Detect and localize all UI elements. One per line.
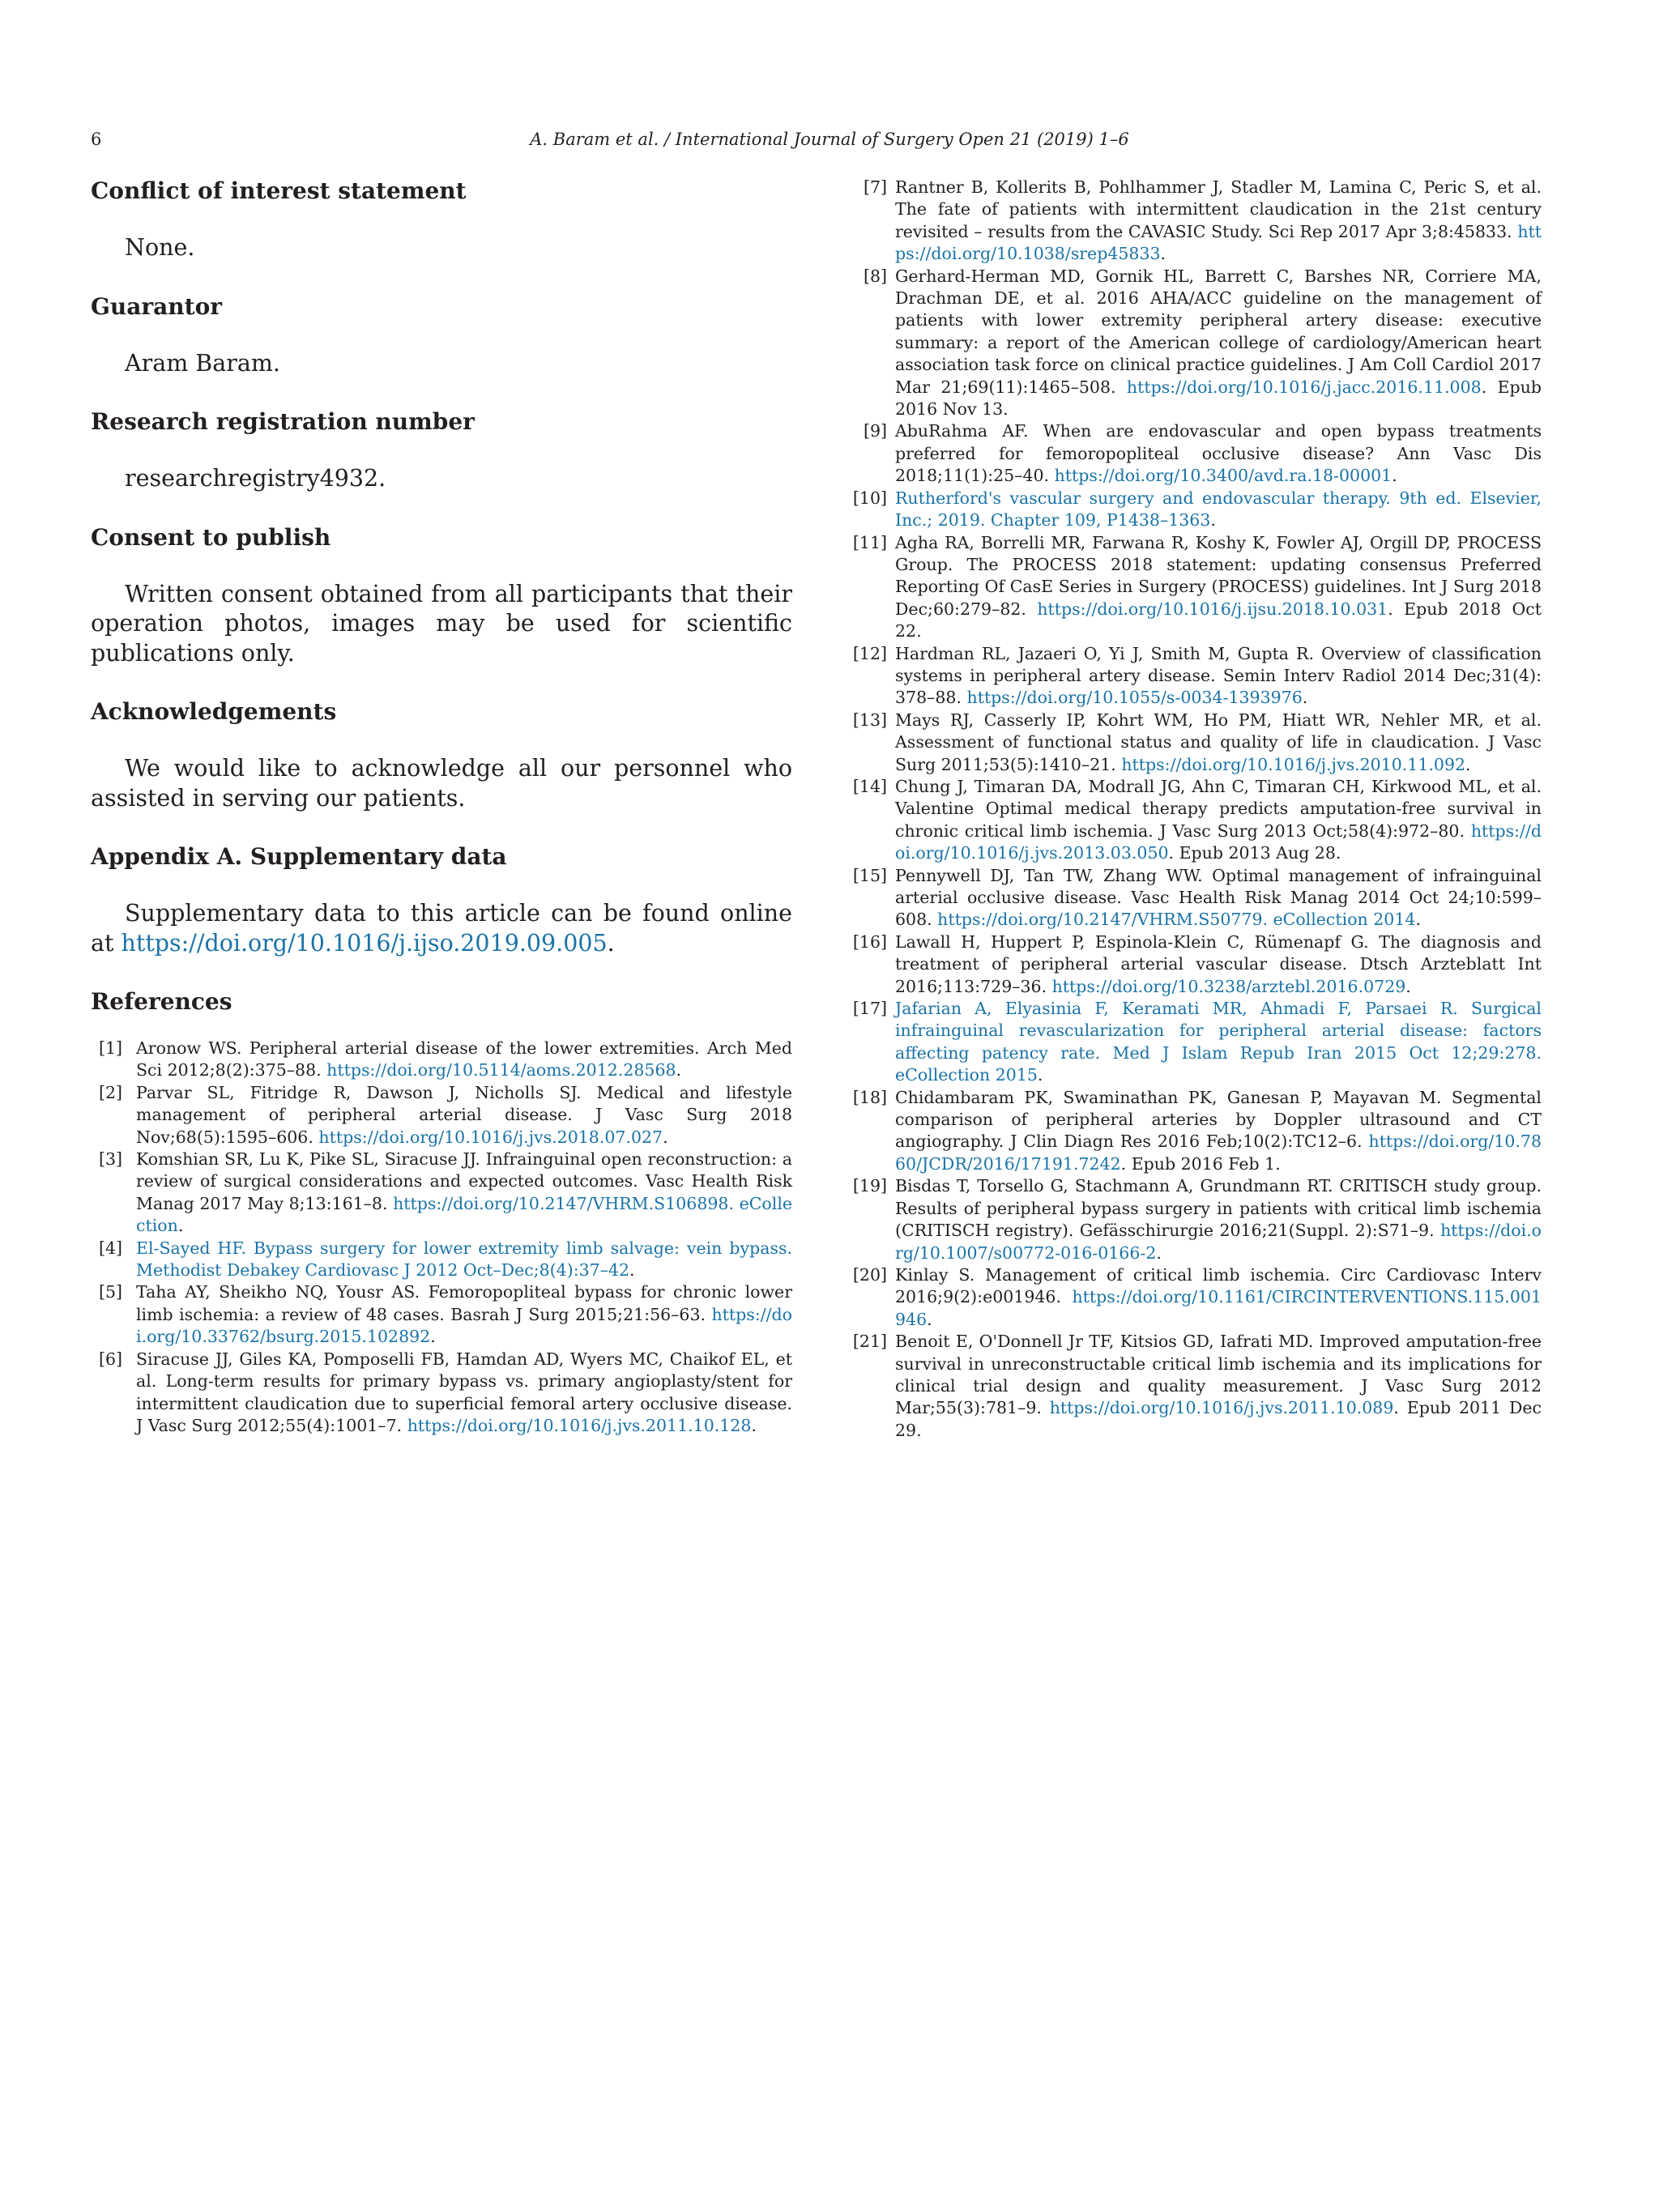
reference-doi-link[interactable]: https://doi.org/10.1007/s00772-016-0166-2 [895, 1221, 1542, 1263]
reference-number: [6] [99, 1349, 123, 1369]
reference-text [136, 1281, 792, 1348]
reference-list-left [91, 1038, 792, 1437]
left-column [91, 177, 792, 1437]
reference-doi-link[interactable]: https://doi.org/10.1016/j.ijsu.2018.10.031 [1037, 599, 1388, 619]
reference-number: [10] [852, 488, 887, 508]
reference-citation: Bisdas T, Torsello G, Stachmann A, Grundmann RT. CRITISCH study group. Results of peripheral bypass surgery in patients with critical limb ischemia (CRITISCH registry). Gefässchirurgie 2016;21(Suppl. 2):S71–9. [895, 1176, 1542, 1241]
reference-doi-link[interactable]: https://doi.org/10.1016/j.jvs.2018.07.027 [318, 1127, 663, 1147]
reference-item [851, 1264, 1542, 1331]
reference-suffix: . [1392, 466, 1397, 486]
reference-number: [13] [852, 710, 887, 730]
reference-item [851, 420, 1542, 487]
reference-citation: Siracuse JJ, Giles KA, Pomposelli FB, Hamdan AD, Wyers MC, Chaikof EL, et al. Long-term results for primary bypass vs. primary angioplasty/stent for intermittent claudication due to superficial femoral artery occlusive disease. J Vasc Surg 2012;55(4):1001–7. [136, 1349, 792, 1435]
reference-doi-link[interactable]: https://doi.org/10.3238/arztebl.2016.0729 [1051, 976, 1406, 996]
appendix-tail: . [607, 929, 615, 957]
reference-citation: Gerhard-Herman MD, Gornik HL, Barrett C, Barshes NR, Corriere MA, Drachman DE, et al. 2016 AHA/ACC guideline on the management of patients with lower extremity peripheral artery disease: executive summary: a report of the American college of cardiology/American heart association task force on clinical practice guidelines. J Am Coll Cardiol 2017 Mar 21;69(11):1465–508. [895, 266, 1542, 397]
reference-citation: Chidambaram PK, Swaminathan PK, Ganesan P, Mayavan M. Segmental comparison of peripheral arteries by Doppler ultrasound and CT angiography. J Clin Diagn Res 2016 Feb;10(2):TC12–6. [895, 1087, 1542, 1152]
reference-doi-link[interactable]: https://doi.org/10.1038/srep45833 [895, 221, 1542, 264]
reference-doi-link[interactable]: https://doi.org/10.7860/JCDR/2016/17191.7242 [895, 1132, 1542, 1174]
reference-item [91, 1038, 792, 1082]
reference-text [136, 1149, 792, 1238]
reference-suffix: . [1156, 1242, 1162, 1263]
reference-citation: Pennywell DJ, Tan TW, Zhang WW. Optimal management of infrainguinal arterial occlusive disease. Vasc Health Risk Manag 2014 Oct 24;10:599–608. [895, 865, 1542, 930]
reference-text [136, 1038, 792, 1082]
reference-number: [4] [99, 1238, 123, 1258]
reference-suffix: . Epub 2011 Dec 29. [895, 1398, 1542, 1440]
reference-text [895, 488, 1542, 532]
reference-number: [3] [99, 1149, 123, 1170]
reference-doi-link[interactable]: https://doi.org/10.1016/j.jvs.2013.03.050 [895, 820, 1542, 863]
reference-item [851, 998, 1542, 1087]
right-column [851, 177, 1542, 1442]
section-body-acknowledgements: We would like to acknowledge all our personnel who assisted in serving our patients. [91, 755, 792, 812]
reference-text [895, 532, 1542, 643]
reference-citation: Komshian SR, Lu K, Pike SL, Siracuse JJ. Infrainguinal open reconstruction: a review of surgical considerations and expected outcomes. Vasc Health Risk Manag 2017 May 8;13:161–8. [136, 1149, 792, 1213]
reference-text [895, 931, 1542, 998]
reference-number: [18] [852, 1087, 887, 1107]
reference-text [895, 643, 1542, 710]
reference-doi-link[interactable]: https://doi.org/10.1016/j.jvs.2010.11.092 [1121, 754, 1466, 774]
reference-citation: Kinlay S. Management of critical limb ischemia. Circ Cardiovasc Interv 2016;9(2):e001946. [895, 1264, 1542, 1307]
reference-doi-link[interactable]: https://doi.org/10.2147/VHRM.S50779. eCollection 2014 [937, 910, 1416, 930]
reference-suffix: . Epub 2016 Nov 13. [895, 377, 1542, 420]
reference-item [851, 931, 1542, 998]
reference-suffix: . [1465, 754, 1471, 774]
reference-number: [15] [852, 865, 887, 885]
reference-text [895, 266, 1542, 421]
reference-citation: Agha RA, Borrelli MR, Farwana R, Koshy K, Fowler AJ, Orgill DP, PROCESS Group. The PROCESS 2018 statement: updating consensus Preferred Reporting Of CasE Series in Surgery (PROCESS) guidelines. Int J Surg 2018 Dec;60:279–82. [895, 532, 1542, 619]
section-body-appendix [91, 899, 792, 958]
reference-text [136, 1349, 792, 1438]
reference-doi-link[interactable]: https://doi.org/10.1016/j.jvs.2011.10.089 [1049, 1398, 1394, 1418]
reference-text [895, 998, 1542, 1087]
reference-item [851, 776, 1542, 865]
reference-citation: Mays RJ, Casserly IP, Kohrt WM, Ho PM, Hiatt WR, Nehler MR, et al. Assessment of functional status and quality of life in claudication. J Vasc Surg 2011;53(5):1410–21. [895, 710, 1542, 774]
reference-citation: Benoit E, O'Donnell Jr TF, Kitsios GD, Iafrati MD. Improved amputation-free survival in unreconstructable critical limb ischemia and its implications for clinical trial design and quality measurement. J Vasc Surg 2012 Mar;55(3):781–9. [895, 1332, 1542, 1418]
reference-item [851, 1331, 1542, 1442]
reference-number: [20] [852, 1264, 887, 1285]
section-heading-acknowledgements: Acknowledgements [91, 698, 337, 725]
section-heading-consent: Consent to publish [91, 523, 331, 551]
reference-suffix: . [629, 1260, 635, 1281]
reference-suffix: . [1210, 510, 1216, 531]
reference-citation: Lawall H, Huppert P, Espinola-Klein C, Rümenapf G. The diagnosis and treatment of peripheral arterial vascular disease. Dtsch Arzteblatt Int 2016;113:729–36. [895, 931, 1542, 996]
reference-suffix: . [1160, 244, 1166, 264]
reference-suffix: . Epub 2013 Aug 28. [1168, 843, 1341, 863]
reference-number: [16] [852, 931, 887, 952]
reference-text [895, 776, 1542, 865]
reference-number: [14] [852, 776, 887, 796]
reference-number: [8] [863, 266, 887, 286]
section-body-guarantor: Aram Baram. [125, 349, 280, 377]
reference-text [895, 1175, 1542, 1264]
section-heading-conflict: Conflict of interest statement [91, 177, 467, 204]
reference-citation: Parvar SL, Fitridge R, Dawson J, Nicholls SJ. Medical and lifestyle management of peripheral arterial disease. J Vasc Surg 2018 Nov;68(5):1595–606. [136, 1082, 792, 1147]
journal-reference: A. Baram et al. / International Journal of Surgery Open 21 (2019) 1–6 [530, 130, 1129, 149]
reference-item [851, 532, 1542, 643]
reference-citation: Aronow WS. Peripheral arterial disease of the lower extremities. Arch Med Sci 2012;8(2):375–88. [136, 1038, 792, 1080]
reference-citation: Hardman RL, Jazaeri O, Yi J, Smith M, Gupta R. Overview of classification systems in peripheral artery disease. Semin Interv Radiol 2014 Dec;31(4): 378–88. [895, 643, 1542, 708]
reference-number: [21] [852, 1332, 887, 1352]
reference-text [895, 1087, 1542, 1176]
reference-item [91, 1281, 792, 1348]
reference-item [851, 643, 1542, 710]
reference-suffix: . [751, 1415, 757, 1435]
reference-number: [1] [99, 1038, 123, 1058]
reference-number: [9] [863, 421, 887, 441]
reference-doi-link[interactable]: https://doi.org/10.1055/s-0034-1393976 [966, 688, 1303, 708]
reference-suffix: . [927, 1309, 932, 1329]
reference-doi-link[interactable]: El-Sayed HF. Bypass surgery for lower extremity limb salvage: vein bypass. Methodist Debakey Cardiovasc J 2012 Oct–Dec;8(4):37–42 [136, 1238, 792, 1281]
reference-item [91, 1149, 792, 1238]
section-heading-guarantor: Guarantor [91, 292, 223, 320]
reference-item [851, 865, 1542, 931]
reference-item [91, 1082, 792, 1149]
reference-item [851, 488, 1542, 532]
reference-number: [11] [852, 532, 887, 552]
reference-item [851, 177, 1542, 266]
running-head [0, 130, 1659, 154]
reference-citation: AbuRahma AF. When are endovascular and open bypass treatments preferred for femoropopliteal occlusive disease? Ann Vasc Dis 2018;11(1):25–40. [895, 421, 1542, 486]
reference-suffix: . [676, 1060, 682, 1080]
reference-text [136, 1082, 792, 1149]
reference-suffix: . Epub 2018 Oct 22. [895, 599, 1542, 641]
reference-number: [19] [852, 1176, 887, 1196]
reference-number: [7] [863, 177, 887, 197]
reference-text [136, 1238, 792, 1282]
reference-suffix: . Epub 2016 Feb 1. [1120, 1153, 1281, 1174]
reference-text [895, 177, 1542, 266]
section-body-conflict: None. [125, 234, 195, 261]
reference-suffix: . [1037, 1065, 1043, 1085]
references-heading: References [91, 988, 232, 1015]
reference-number: [2] [99, 1082, 123, 1102]
reference-doi-link[interactable]: Jafarian A, Elyasinia F, Keramati MR, Ahmadi F, Parsaei R. Surgical infrainguinal revascularization for peripheral arterial disease: factors affecting patency rate. Med J Islam Repub Iran 2015 Oct 12;29:278. eCollection 2015 [895, 999, 1542, 1085]
reference-doi-link[interactable]: Rutherford's vascular surgery and endovascular therapy. 9th ed. Elsevier, Inc.; 2019. Chapter 109, P1438–1363 [895, 488, 1542, 531]
reference-item [851, 1175, 1542, 1264]
reference-text [895, 865, 1542, 931]
reference-citation: Taha AY, Sheikho NQ, Yousr AS. Femoropopliteal bypass for chronic lower limb ischemia: a review of 48 cases. Basrah J Surg 2015;21:56–63. [136, 1282, 792, 1324]
reference-number: [12] [852, 643, 887, 663]
reference-citation: Rantner B, Kollerits B, Pohlhammer J, Stadler M, Lamina C, Peric S, et al. The fate of patients with intermittent claudication in the 21st century revisited – results from the CAVASIC Study. Sci Rep 2017 Apr 3;8:45833. [895, 177, 1542, 241]
section-body-registration: researchregistry4932. [125, 465, 386, 492]
reference-number: [5] [99, 1282, 123, 1302]
page-number: 6 [91, 130, 102, 149]
supplementary-data-link[interactable]: https://doi.org/10.1016/j.ijso.2019.09.005 [121, 929, 608, 957]
reference-item [851, 710, 1542, 776]
reference-doi-link[interactable]: https://doi.org/10.1016/j.jvs.2011.10.128 [407, 1415, 752, 1435]
reference-text [895, 710, 1542, 776]
section-heading-appendix: Appendix A. Supplementary data [91, 843, 507, 870]
reference-doi-link[interactable]: https://doi.org/10.3400/avd.ra.18-00001 [1054, 466, 1392, 486]
reference-doi-link[interactable]: https://doi.org/10.5114/aoms.2012.28568 [326, 1060, 676, 1080]
reference-list-right [851, 177, 1542, 1442]
reference-item [851, 1087, 1542, 1176]
reference-item [851, 266, 1542, 421]
reference-suffix: . [1405, 976, 1411, 996]
section-body-consent: Written consent obtained from all participants that their operation photos, images may be used for scientific publications only. [91, 580, 792, 667]
reference-suffix: . [1302, 688, 1308, 708]
reference-suffix: . [663, 1127, 668, 1147]
reference-text [895, 1264, 1542, 1331]
reference-suffix: . [177, 1216, 184, 1236]
section-heading-registration: Research registration number [91, 408, 475, 435]
reference-suffix: . [430, 1327, 436, 1347]
reference-doi-link[interactable]: https://doi.org/10.1016/j.jacc.2016.11.008 [1126, 377, 1482, 397]
reference-suffix: . [1415, 910, 1421, 930]
reference-item [91, 1238, 792, 1282]
reference-text [895, 1331, 1542, 1442]
reference-doi-link[interactable]: https://doi.org/10.2147/VHRM.S106898. eCollection [136, 1193, 793, 1236]
reference-doi-link[interactable]: https://doi.org/10.33762/bsurg.2015.102892 [136, 1304, 792, 1347]
reference-item [91, 1349, 792, 1438]
reference-text [895, 420, 1542, 487]
reference-doi-link[interactable]: https://doi.org/10.1161/CIRCINTERVENTIONS.115.001946 [895, 1287, 1542, 1329]
reference-number: [17] [852, 999, 887, 1019]
reference-citation: Chung J, Timaran DA, Modrall JG, Ahn C, Timaran CH, Kirkwood ML, et al. Valentine Optimal medical therapy predicts amputation-free survival in chronic critical limb ischemia. J Vasc Surg 2013 Oct;58(4):972–80. [895, 776, 1542, 841]
appendix-text: Supplementary data to this article can be found online at [91, 900, 792, 957]
